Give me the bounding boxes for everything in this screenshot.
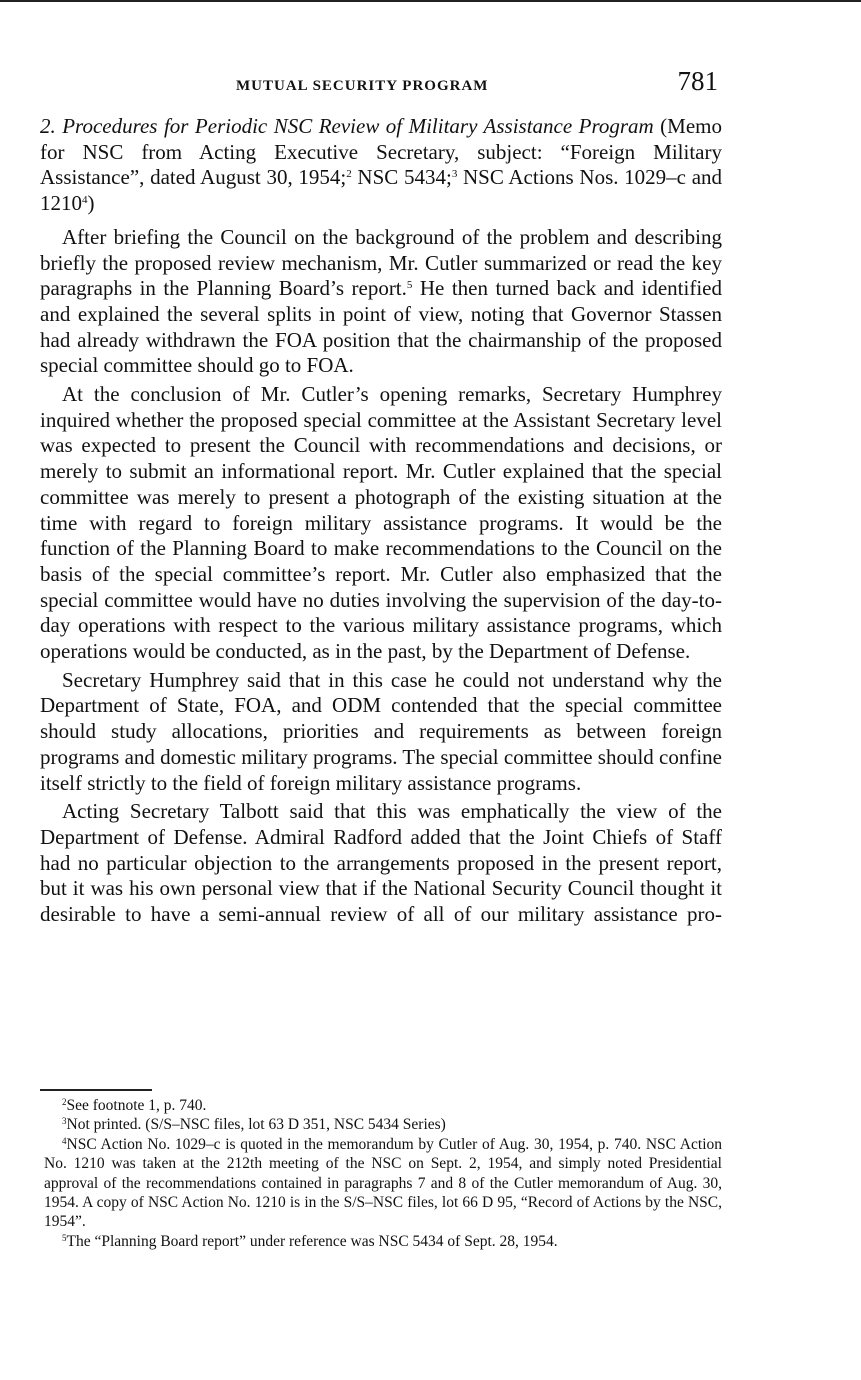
paragraph-1 [40,225,722,379]
footnote-mark: 4 [62,1135,67,1146]
paragraph-2: At the conclusion of Mr. Cutler’s opening remarks, Secretary Humphrey inquired whether the proposed special committee at the Assistant Secretary level was expected to present the Council with recommendations and decisions, or merely to submit an informational report. Mr. Cutler explained that the special committee was merely to present a photograph of the existing situation at the time with regard to foreign military assistance programs. It would be the function of the Planning Board to make recommendations to the Council on the basis of the special committee’s report. Mr. Cutler also emphasized that the special committee would have no duties involving the supervision of the day-to-day operations with respect to the various military assistance programs, which operations would be conducted, as in the past, by the Department of Defense. [40,382,722,664]
footnote-text: The “Planning Board report” under reference was NSC 5434 of Sept. 28, 1954. [66,1232,558,1250]
page-number: 781 [677,66,718,96]
top-border-rule [0,0,861,2]
footnote-mark: 2 [62,1097,67,1107]
running-head: MUTUAL SECURITY PROGRAM [236,78,489,94]
paragraph-4: Acting Secretary Talbott said that this was emphatically the view of the Department of Defense. Admiral Radford added that the Joint Chiefs of Staff had no particular objection to the arrangements proposed in the present report, but it was his own personal view that if the National Security Council thought it desirable to have a semi-annual review of all of our military assistance pro- [40,799,722,927]
footnote-ref-5[interactable]: 5 [406,279,413,292]
page-header [40,66,722,106]
footnote-4 [44,1135,722,1232]
footnote-ref-2[interactable]: 2 [346,168,352,181]
footnote-text: NSC Action No. 1029–c is quoted in the memorandum by Cutler of Aug. 30, 1954, p. 740. NSC Action No. 1210 was taken at the 212th meeting of the NSC on Sept. 2, 1954, and simply noted Presidential approval of the recommendations contained in paragraphs 7 and 8 of the Cutler memorandum of Aug. 30, 1954. A copy of NSC Action No. 1210 is in the S/S–NSC files, lot 66 D 95, “Record of Actions by the NSC, 1954”. [44,1135,722,1231]
item-text-4: ) [87,191,95,216]
paragraph-1-text-a: After briefing the Council on the background of the problem and describing briefly the proposed review mechanism, Mr. Cutler summarized or read the key paragraphs in the Planning Board’s report. [40,224,722,301]
footnotes [44,1096,722,1251]
footnote-mark: 3 [62,1116,67,1127]
paragraph-3: Secretary Humphrey said that in this case he could not understand why the Department of State, FOA, and ODM contended that the special committee should study allocations, priorities and requirements as between foreign programs and domestic military programs. The special committee should confine itself strictly to the field of foreign military assistance programs. [40,667,722,795]
footnote-mark: 5 [62,1232,67,1243]
paragraph-1-text-b: He then turned back and identified and explained the several splits in point of view, noting that Governor Stassen had already withdrawn the FOA position that the chairmanship of the proposed special committee should go to FOA. [40,276,723,378]
item-text-3: NSC Actions Nos. 1029–c and 1210 [40,165,723,216]
item-title: Procedures for Periodic NSC Review of Military Assistance Program [62,114,654,138]
footnote-ref-3[interactable]: 3 [451,168,458,181]
footnote-ref-4[interactable]: 4 [82,194,88,207]
footnote-text: See footnote 1, p. 740. [66,1097,207,1114]
agenda-item-heading [40,114,722,217]
footnote-text: Not printed. (S/S–NSC files, lot 63 D 351, NSC 5434 Series) [66,1116,446,1134]
footnote-5 [44,1232,722,1251]
item-text-2: NSC 5434; [351,165,452,190]
document-body [40,114,722,931]
footnote-3 [44,1115,722,1134]
item-number: 2. [40,114,56,138]
footnote-rule [40,1089,152,1091]
item-text-1: (Memo for NSC from Acting Executive Secretary, subject: “Foreign Military Assistance”, dated August 30, 1954; [40,114,722,190]
footnote-2 [44,1096,722,1115]
